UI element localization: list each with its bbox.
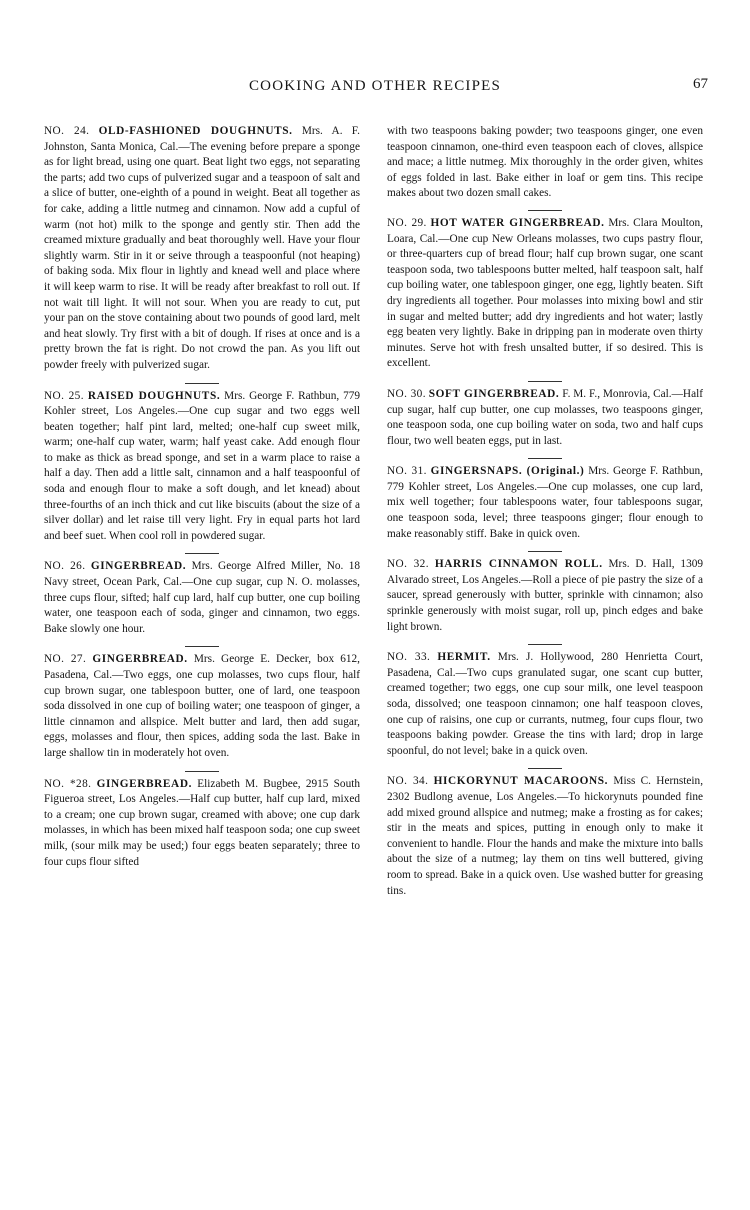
recipe-title: GINGERBREAD. (96, 777, 192, 790)
recipe-text: Mrs. Clara Moulton, Loara, Cal.—One cup New Orleans molasses, two cups pastry flour, or three-quarters cup of bread flour; half cup brown sugar, one scant teaspoon soda, two tablespoons butter melted, half teaspoon salt, half cup boiling water, one tablespoon ginger, one egg, lightly beaten. Sift dry ingredients all together. Pour molasses into mixing bowl and stir in sugar and melted butter; add dry ingredients and hot water; lastly egg beaten very lightly. Bake in dripping pan in moderate oven thirty minutes. Serve hot with fresh unsalted butter, if so desired. This is excellent. (387, 216, 703, 370)
recipe-text: Mrs. A. F. Johnston, Santa Monica, Cal.—The evening before prepare a sponge as for light bread, using one quart. Beat light two eggs, not separating the parts; add two cups of pulverized sugar and a teaspoon of salt and a slice of butter, one-eighth of a pound in weight. Beat all together as for cake, adding a little nutmeg and cinnamon. Now add a cupful of warm (not hot) milk to the sponge and gently stir. Then add the creamed mixture gradually and beat thoroughly well. Have your flour slightly warm. Stir in it or seive through a teaspoonful (not heaping) of baking soda. Mix flour in lightly and knead well and place where it will keep warm to rise. It will be ready after breakfast to roll out. If not wait till light. It will not sour. When you are ready to cut, put your pan on the stove containing about two pounds of good lard, melt and heat slowly. Try first with a bit of dough. If rises at once and is a pretty brown the fat is right. Do not crowd the pan. As you lift out powder freely with pulverized sugar. (44, 125, 361, 371)
recipe-number: NO. 29. (387, 216, 427, 229)
recipe-title: SOFT GINGERBREAD. (428, 387, 560, 400)
recipe-text: F. M. F., Monrovia, Cal.—Half cup sugar, half cup butter, one cup molasses, two teaspoons ginger, one teaspoon soda, one cup boiling water on soda, two and half cups flour, two well beaten eggs, put in last. (387, 387, 703, 447)
recipe-number: NO. 30. (387, 387, 426, 400)
recipe-number: NO. 32. (387, 558, 429, 571)
recipe-divider (528, 768, 562, 769)
recipe-divider (528, 381, 562, 382)
recipe-divider (528, 551, 562, 552)
recipe-divider (185, 646, 219, 647)
right-column (387, 124, 703, 908)
recipe-divider (185, 771, 219, 772)
recipe-divider (185, 383, 219, 384)
recipe-title: HICKORYNUT MACAROONS. (433, 775, 609, 788)
recipe-divider (185, 553, 219, 554)
recipe-number: NO. 27. (44, 653, 87, 666)
recipe-title: HERMIT. (437, 651, 491, 664)
recipe-text: Mrs. George F. Rathbun, 779 Kohler street, Los Angeles.—One cup sugar and two eggs well beaten together; half pint lard, melted; one-half cup sweet milk, warm; one-half cup water, warm; half yeast cake. Add enough flour to make as thick as bread sponge, and set in a warm place to raise a half a day. Then add a little salt, cinnamon and a half teaspoonful of soda and enough flour to make a soft dough, and let knead) about three-fourths of an inch thick and cut like biscuits (about the size of a silver dollar) and let raise till very light. Fry in equal parts hot lard and beef suet. When cool roll in powdered sugar. (44, 389, 361, 542)
recipe-title: GINGERBREAD. (90, 560, 187, 573)
recipe-30 (387, 387, 703, 449)
recipe-text: Mrs. George Alfred Miller, No. 18 Navy street, Ocean Park, Cal.—One cup sugar, cup N. O. molasses, three cups flour, sifted; half cup lard, half cup butter, one cup boiling water, one teaspoon each of soda, ginger and cinnamon, two eggs. Bake slowly one hour. (44, 560, 361, 635)
recipe-divider (528, 210, 562, 211)
recipe-31 (387, 464, 703, 542)
recipe-text: Miss C. Hernstein, 2302 Budlong avenue, Los Angeles.—To hickorynuts pounded fine add mixed ground allspice and nutmeg; make a frosting as for cakes; stir in the meats and spices, putting in enough only to make it convenient to handle. Flour the hands and make the mixture into balls about the size of a nutmeg; lay them on tins well buttered, giving room to spread. Bake in a quick oven. Use washed butter for greasing tins. (387, 775, 704, 897)
recipe-text: Elizabeth M. Bugbee, 2915 South Figueroa street, Los Angeles.—Half cup butter, half cup lard, mixed to a cream; one cup brown sugar, creamed with above; one cup dark molasses, in which has been mixed half teaspoon soda; one cup sweet milk, (sour milk may be used;) four eggs beaten separately; three to four cups flour sifted (44, 777, 361, 868)
recipe-number: NO. 24. (44, 125, 90, 137)
recipe-33 (387, 650, 703, 759)
recipe-number: NO. 34. (387, 775, 429, 788)
page-number: 67 (693, 76, 708, 92)
recipe-title: RAISED DOUGHNUTS. (87, 389, 221, 402)
recipe-24 (44, 124, 360, 374)
recipe-text: Mrs. J. Hollywood, 280 Henrietta Court, Pasadena, Cal.—Two cups granulated sugar, one scant cup butter, creamed together; two eggs, one cup sour milk, one level teaspoon soda, dissolved; one teaspoon cinnamon; one half teaspoon cloves, one cup of raisins, one cup or currants, nutmeg, four cups flour, two teaspoons baking powder. Grease the tins with lard; drop in large spoonful, do not level; bake in a quick oven. (387, 651, 703, 757)
recipe-title: OLD-FASHIONED DOUGHNUTS. (98, 125, 293, 137)
recipe-27 (44, 652, 360, 761)
running-title: COOKING AND OTHER RECIPES (248, 78, 502, 94)
left-column (44, 124, 360, 879)
recipe-32 (387, 557, 703, 635)
recipe-25 (44, 389, 360, 545)
recipe-text: Mrs. D. Hall, 1309 Alvarado street, Los Angeles.—Roll a piece of pie pastry the size of a saucer, spread generously with butter, sprinkle with cinnamon; also sprinkle generously with moist sugar, roll up, pinch edges and bake light brown. (387, 558, 704, 633)
recipe-number: NO. *28. (44, 777, 92, 790)
recipe-34 (387, 774, 703, 899)
recipe-number: NO. 31. (387, 465, 427, 478)
recipe-28-continuation: with two teaspoons baking powder; two teaspoons ginger, one even teaspoon cinnamon, one-third even teaspoon each of cloves, allspice and mace; a little nutmeg. Mix thoroughly in the order given, whites of eggs folded in last. Bake either in loaf or gem tins. This recipe makes about two dozen small cakes. (387, 125, 703, 200)
recipe-28 (44, 777, 360, 871)
recipe-29 (387, 216, 703, 372)
recipe-divider (528, 644, 562, 645)
recipe-number: NO. 26. (44, 560, 86, 573)
recipe-text: Mrs. George F. Rathbun, 779 Kohler street, Los Angeles.—One cup molasses, one cup lard, mix well together; four tablespoons water, four tablespoons sugar, one teaspoon soda, level; three teaspoons ginger; flour enough to make reasonably stiff. Bake in quick oven. (387, 465, 703, 540)
recipe-number: NO. 25. (44, 389, 84, 402)
recipe-title: GINGERBREAD. (92, 653, 188, 666)
page-header (0, 78, 750, 104)
recipe-divider (528, 458, 562, 459)
recipe-title: HARRIS CINNAMON ROLL. (434, 558, 603, 571)
recipe-title: HOT WATER GINGERBREAD. (430, 216, 605, 229)
recipe-text: Mrs. George E. Decker, box 612, Pasadena, Cal.—Two eggs, one cup molasses, two cups flour, half cup brown sugar, one tablespoon butter, one of lard, one teaspoon soda dissolved in one cup of boiling water; one teaspoon of ginger, a little cinnamon and allspice. Melt butter and lard, then add sugar, eggs, molasses and flour, then spices, adding soda the last. Bake in large shallow tin in moderately hot oven. (44, 653, 361, 759)
recipe-title: GINGERSNAPS. (Original.) (430, 465, 585, 478)
recipe-number: NO. 33. (387, 651, 431, 664)
recipe-26 (44, 559, 360, 637)
